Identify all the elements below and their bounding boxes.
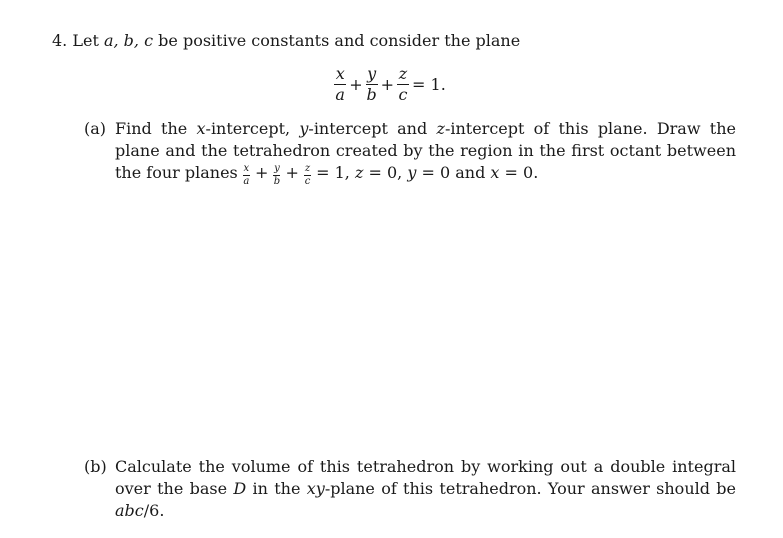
- part-a-text: Find the x-intercept, y-intercept and z-intercept of this plane. Draw the plane and the tetrahedron created by the region in the first octant between the four planes $\frac{x}{a}$ + $\frac{y}{b}$ + $\frac{z}{c}$ = 1, z = 0, y = 0 and x = 0.: [115, 119, 737, 187]
- fraction-x-over-a: $\frac{x}{a}$: [335, 64, 345, 104]
- problem-statement: [52, 30, 520, 52]
- inline-plane-equation: $\frac{x}{a}$: [243, 163, 250, 187]
- plus-sign: +: [380, 75, 395, 94]
- fraction-y-over-b: $\frac{y}{b}$: [366, 64, 377, 104]
- problem-number: 4.: [52, 31, 68, 50]
- part-a-label: (a): [84, 119, 107, 138]
- constants-variables: a, b, c: [103, 31, 154, 50]
- plane-equation: [0, 66, 783, 103]
- intro-text-pre: Let: [72, 31, 104, 50]
- part-b-label: (b): [84, 457, 107, 476]
- equation-rhs: = 1.: [412, 75, 446, 94]
- plus-sign: +: [349, 75, 363, 94]
- part-a: [84, 118, 736, 187]
- part-b-text: Calculate the volume of this tetrahedron by working out a double integral over the base D in the xy-plane of this tetrahedron. Your answer should be abc/6.: [115, 457, 736, 520]
- intro-text-post: be positive constants and consider the plane: [153, 31, 521, 50]
- part-b: [84, 456, 736, 522]
- fraction-z-over-c: $\frac{z}{c}$: [398, 64, 408, 104]
